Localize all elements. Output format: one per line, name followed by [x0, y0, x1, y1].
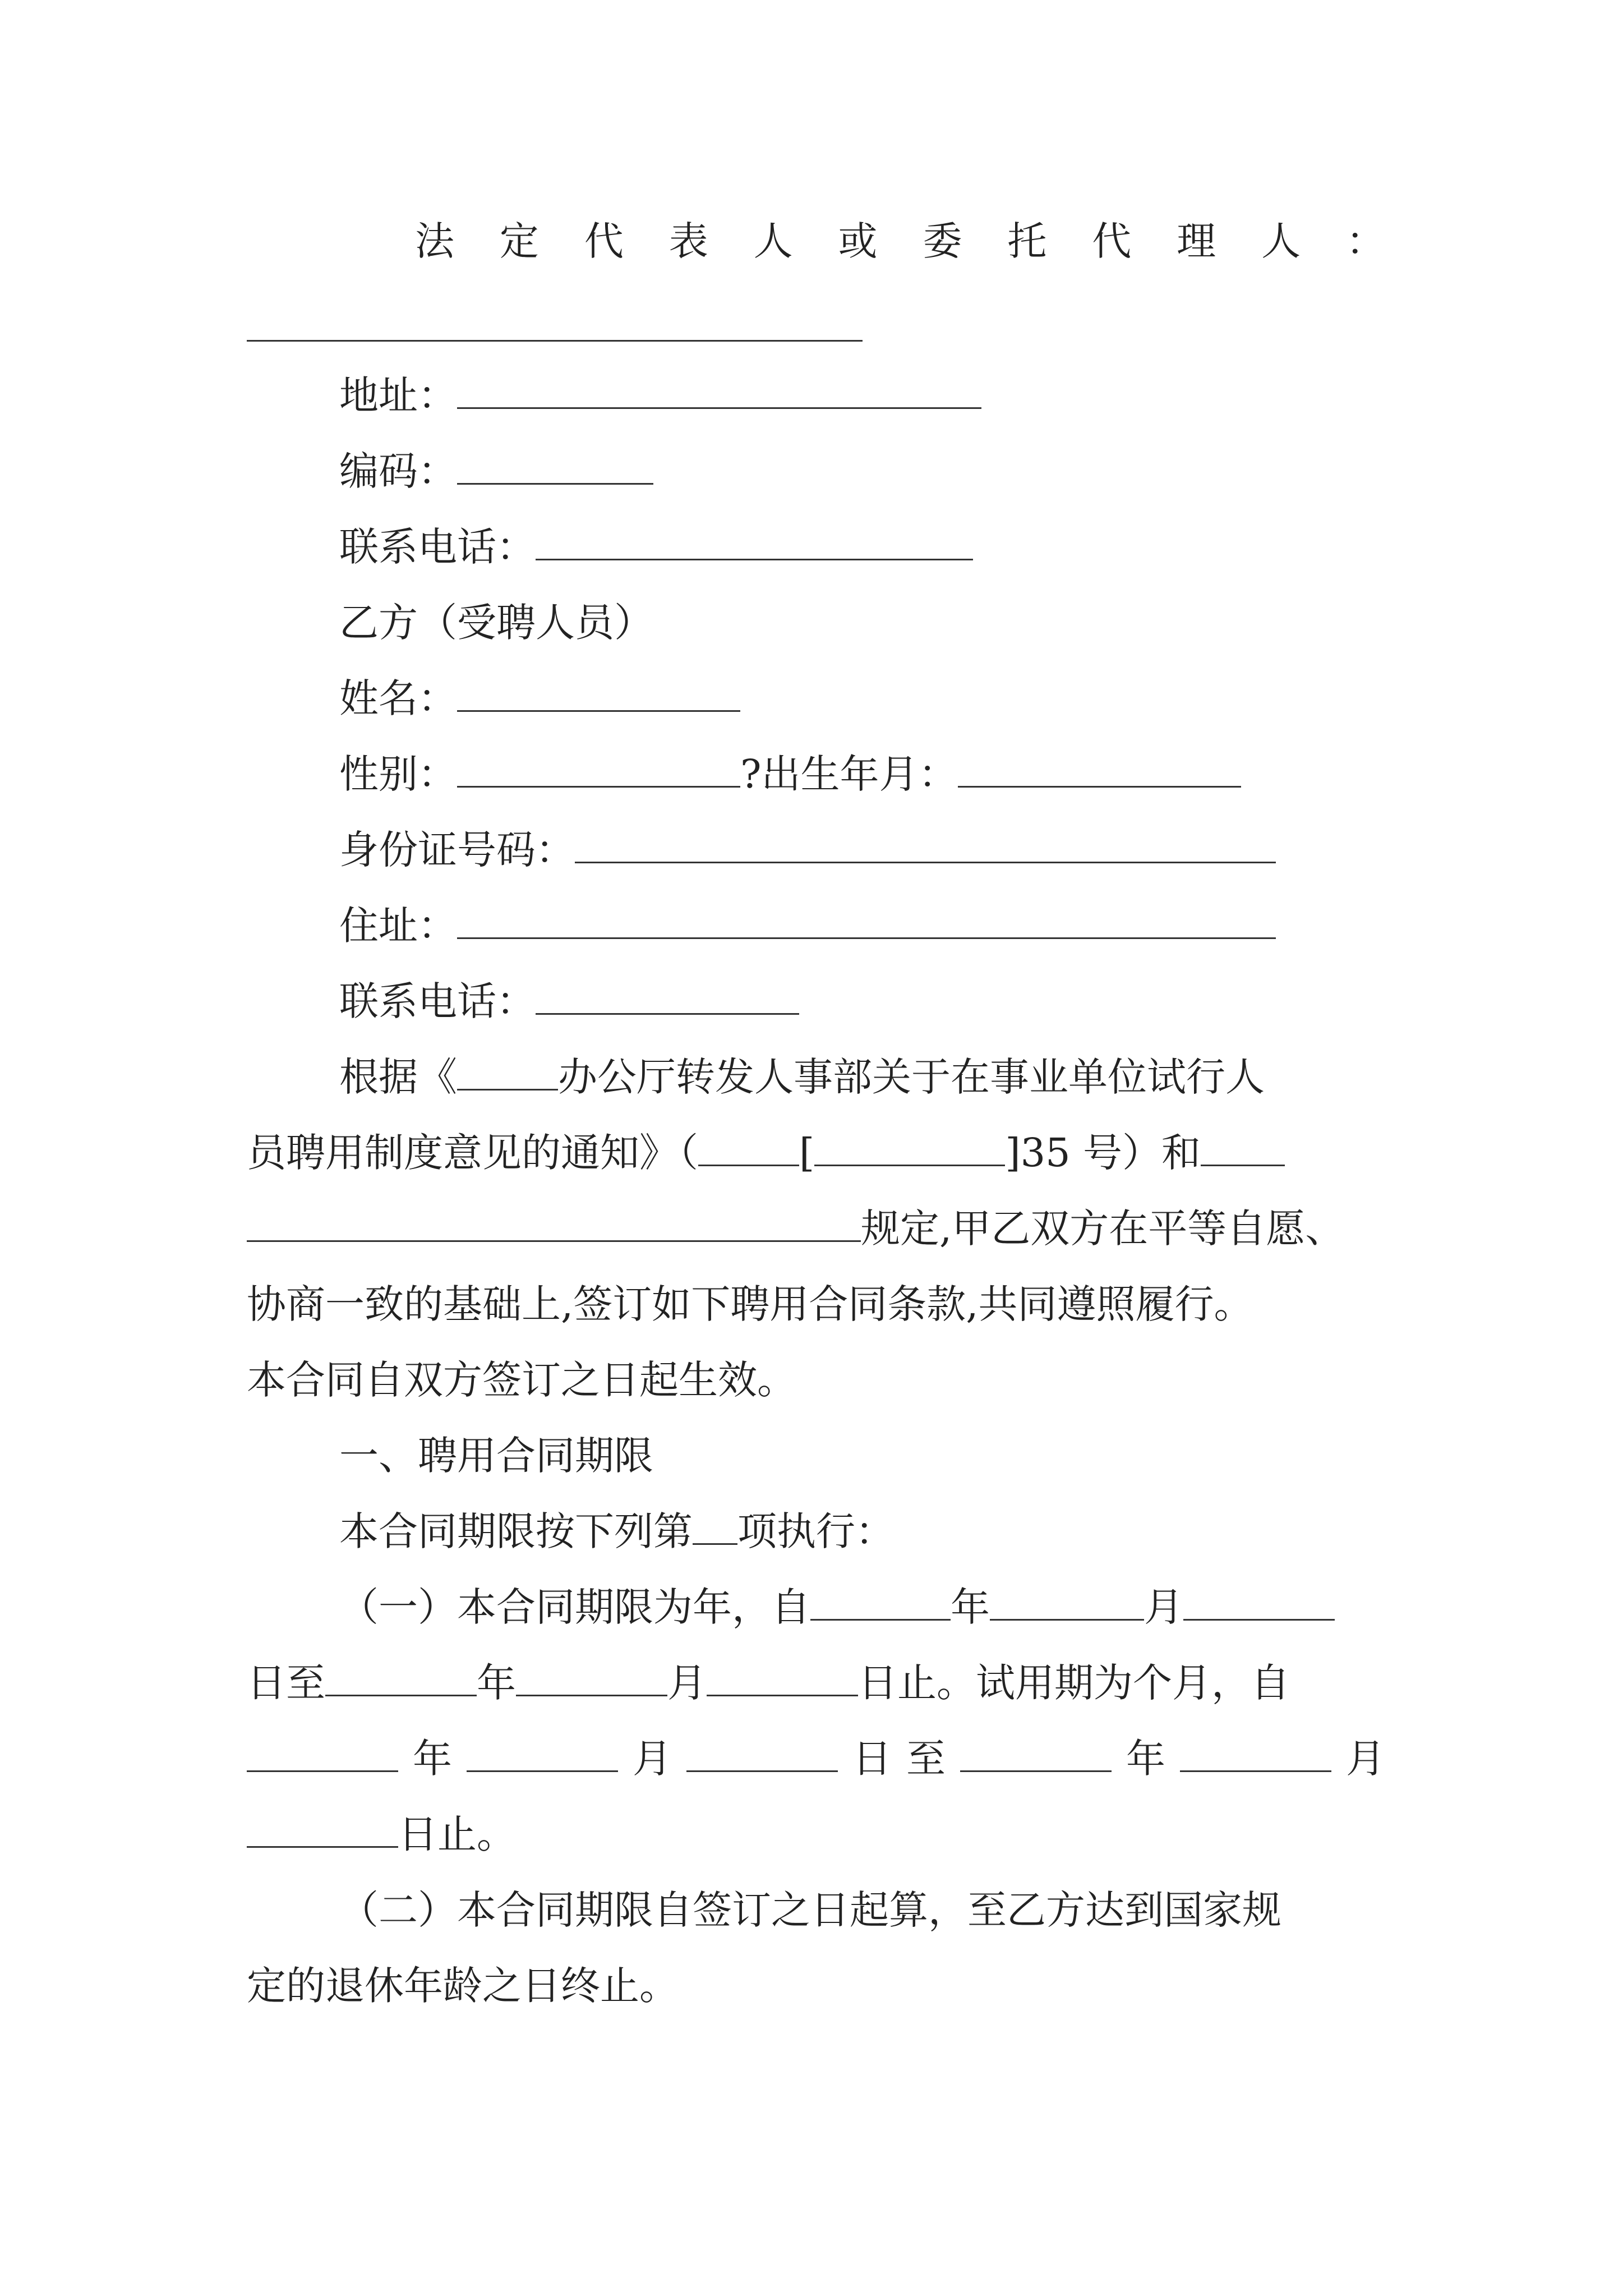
blank	[707, 1660, 858, 1696]
name-label: 姓名：	[339, 675, 457, 721]
blank	[693, 1508, 737, 1545]
title-char: 理	[1177, 218, 1216, 264]
id-label: 身份证号码：	[339, 827, 575, 873]
phone2-blank	[536, 978, 799, 1015]
address-row	[339, 367, 1385, 424]
blank	[457, 1054, 558, 1091]
legal-representative-line	[415, 213, 1385, 269]
blank	[325, 1660, 477, 1696]
address-blank	[457, 372, 981, 409]
para-text: 年	[413, 1736, 452, 1782]
title-char: 代	[1092, 218, 1132, 264]
phone-row	[339, 519, 1385, 575]
title-char: 人	[1261, 218, 1301, 264]
postcode-row	[339, 443, 1385, 499]
para-text: 项执行：	[737, 1508, 895, 1554]
blank	[1180, 1736, 1331, 1772]
para-text: 协商一致的基础上,签订如下聘用合同条款,共同遵照履行。	[247, 1281, 1253, 1327]
item2-line1	[339, 1882, 1385, 1938]
gender-birth-row	[339, 746, 1385, 802]
item1-line2	[247, 1655, 1385, 1711]
birth-label: ?出生年月：	[740, 751, 958, 797]
blank	[810, 1584, 951, 1621]
para-text: ]35 号）和	[1005, 1130, 1201, 1176]
para1-line3	[247, 1200, 1385, 1257]
para-text: 年	[1126, 1736, 1165, 1782]
address-label: 地址：	[339, 372, 457, 418]
section-heading: 一、聘用合同期限	[339, 1433, 653, 1479]
blank	[467, 1736, 618, 1772]
para-text: 月	[667, 1660, 707, 1706]
para-text: 本合同期限按下列第	[339, 1508, 693, 1554]
blank	[247, 1811, 398, 1848]
postcode-label: 编码：	[339, 448, 457, 494]
representative-blank-line	[247, 340, 863, 342]
para-text: 日止。试用期为个月，自	[858, 1660, 1290, 1706]
para-text: 年	[477, 1660, 516, 1706]
para-text: 根据《	[339, 1054, 457, 1100]
title-char: 人	[753, 218, 793, 264]
blank	[247, 1205, 861, 1242]
para-text: 月	[1144, 1584, 1183, 1630]
para-text: 定的退休年龄之日终止。	[247, 1963, 679, 2009]
blank	[990, 1584, 1144, 1621]
title-char: 代	[584, 218, 624, 264]
para-text: 月	[633, 1736, 672, 1782]
para1-line1	[339, 1049, 1385, 1105]
party-b-label: 乙方（受聘人员）	[339, 600, 653, 646]
para-text: 年	[951, 1584, 990, 1630]
birth-blank	[958, 751, 1241, 788]
phone2-label: 联系电话：	[339, 978, 536, 1024]
phone-blank	[536, 524, 973, 560]
blank	[960, 1736, 1112, 1772]
id-blank	[575, 827, 1276, 863]
blank	[247, 1736, 398, 1772]
para-text: （二）本合同期限自签订之日起算，至乙方达到国家规	[339, 1887, 1281, 1933]
postcode-blank	[457, 448, 653, 485]
para1-line4	[247, 1276, 1385, 1332]
item1-line3	[247, 1731, 1385, 1787]
section1-intro	[339, 1503, 1385, 1559]
party-b-row	[339, 595, 1385, 651]
item1-line4	[247, 1806, 1385, 1862]
section1-heading	[339, 1428, 1385, 1484]
title-char: 或	[838, 218, 878, 264]
title-char: 托	[1007, 218, 1047, 264]
para-text: （一）本合同期限为年，自	[339, 1584, 810, 1630]
id-row	[339, 822, 1385, 878]
residence-row	[339, 898, 1385, 954]
item2-line2	[247, 1958, 1385, 2014]
gender-label: 性别：	[339, 751, 457, 797]
name-blank	[457, 675, 740, 712]
phone-label: 联系电话：	[339, 524, 536, 570]
para-text: 规定,甲乙双方在平等自愿、	[861, 1205, 1345, 1251]
para-text: 日至	[247, 1660, 325, 1706]
blank	[516, 1660, 667, 1696]
para-text: 日止。	[398, 1811, 516, 1857]
title-char: ：	[1345, 218, 1385, 264]
blank	[698, 1130, 799, 1166]
blank	[686, 1736, 838, 1772]
para1-line5	[247, 1352, 1385, 1408]
para-text: 办公厅转发人事部关于在事业单位试行人	[558, 1054, 1265, 1100]
blank	[1201, 1130, 1285, 1166]
residence-blank	[457, 903, 1276, 939]
phone2-row	[339, 973, 1385, 1029]
para-text: 本合同自双方签订之日起生效。	[247, 1357, 796, 1403]
title-char: 法	[415, 218, 454, 264]
residence-label: 住址：	[339, 903, 457, 949]
gender-blank	[457, 751, 740, 788]
para-text: 日	[852, 1736, 892, 1782]
para1-line2	[247, 1125, 1385, 1181]
blank	[814, 1130, 1005, 1166]
para-text: [	[799, 1130, 815, 1176]
blank	[1183, 1584, 1335, 1621]
para-text: 至	[906, 1736, 946, 1782]
title-char: 定	[499, 218, 539, 264]
para-text: 月	[1346, 1736, 1385, 1782]
title-char: 表	[668, 218, 708, 264]
title-char: 委	[923, 218, 962, 264]
item1-line1	[339, 1579, 1385, 1635]
name-row	[339, 670, 1385, 726]
para-text: 员聘用制度意见的通知》（	[247, 1130, 698, 1176]
